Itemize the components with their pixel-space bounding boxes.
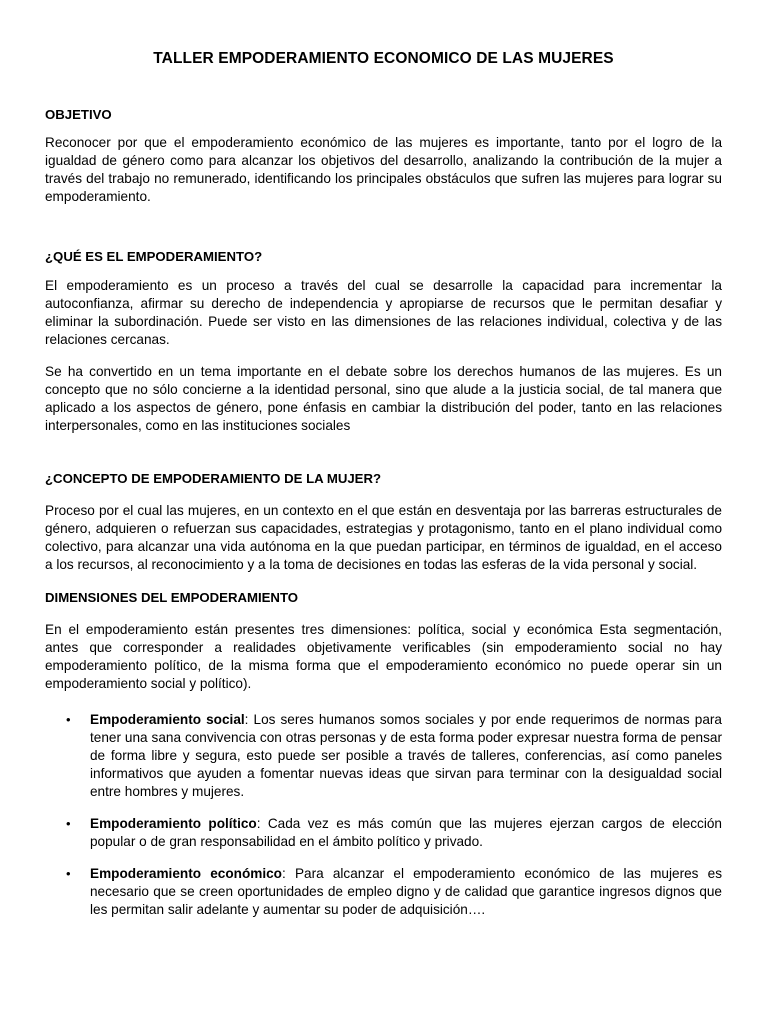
heading-dimensiones: DIMENSIONES DEL EMPODERAMIENTO (45, 590, 299, 605)
bullet-icon: • (66, 712, 71, 727)
list-item-economico (45, 865, 722, 919)
list-item-term: Empoderamiento político (90, 816, 257, 831)
list-item-term: Empoderamiento económico (90, 866, 282, 881)
paragraph-que-es-2: Se ha convertido en un tema importante en el debate sobre los derechos humanos de las mujeres. Es un concepto que no sólo concierne a la identidad personal, sino que alude a la justicia social, de tal manera que aplicado a los aspectos de género, pone énfasis en cambiar la distribución del poder, tanto en las relaciones interpersonales, como en las instituciones sociales (45, 364, 722, 433)
bullet-icon: • (66, 816, 71, 831)
list-item-social (45, 711, 722, 801)
paragraph-concepto: Proceso por el cual las mujeres, en un contexto en el que están en desventaja por las barreras estructurales de género, adquieren o refuerzan sus capacidades, estrategias y protagonismo, tanto en el plano individual como colectivo, para alcanzar una vida autónoma en la que puedan participar, en términos de igualdad, en el acceso a los recursos, al reconocimiento y a la toma de decisiones en todas las esferas de la vida personal y social. (45, 503, 722, 572)
list-item-text: : Para alcanzar el empoderamiento económico de las mujeres es necesario que se creen oportunidades de empleo digno y de calidad que garantice ingresos dignos que les permitan salir adelante y aumentar su poder de adquisición…. (90, 866, 722, 917)
paragraph-que-es-1: El empoderamiento es un proceso a través del cual se desarrolle la capacidad para incrementar la autoconfianza, afirmar su derecho de independencia y apropiarse de recursos que le permitan desafiar y eliminar la subordinación. Puede ser visto en las dimensiones de las relaciones individual, colectiva y de las relaciones cercanas. (45, 278, 722, 347)
paragraph-dimensiones: En el empoderamiento están presentes tres dimensiones: política, social y económica Esta segmentación, antes que corresponder a realidades objetivamente verificables (sin empoderamiento social no hay empoderamiento político, de la misma forma que el empoderamiento económico no puede operar sin un empoderamiento social y político). (45, 622, 722, 691)
list-item-text: : Los seres humanos somos sociales y por ende requerimos de normas para tener una sana convivencia con otras personas y de esta forma poder expresar nuestra forma de pensar de forma libre y segura, esto puede ser posible a través de talleres, conferencias, así como paneles informativos que ayuden a fomentar nuevas ideas que sirvan para terminar con la desigualdad social entre hombres y mujeres. (90, 712, 722, 799)
document-title: TALLER EMPODERAMIENTO ECONOMICO DE LAS MUJERES (153, 50, 614, 67)
paragraph-objetivo: Reconocer por que el empoderamiento económico de las mujeres es importante, tanto por el logro de la igualdad de género como para alcanzar los objetivos del desarrollo, analizando la contribución de la mujer a través del trabajo no remunerado, identificando los principales obstáculos que sufren las mujeres para lograr su empoderamiento. (45, 135, 722, 204)
bullet-icon: • (66, 866, 71, 881)
heading-objetivo: OBJETIVO (45, 107, 112, 122)
heading-que-es: ¿QUÉ ES EL EMPODERAMIENTO? (45, 249, 263, 264)
heading-concepto: ¿CONCEPTO DE EMPODERAMIENTO DE LA MUJER? (45, 471, 382, 486)
list-item-politico (45, 815, 722, 851)
list-item-term: Empoderamiento social (90, 712, 245, 727)
list-item-text: : Cada vez es más común que las mujeres ejerzan cargos de elección popular o de gran responsabilidad en el ámbito político y privado. (90, 816, 722, 849)
dimensions-list (45, 711, 722, 919)
